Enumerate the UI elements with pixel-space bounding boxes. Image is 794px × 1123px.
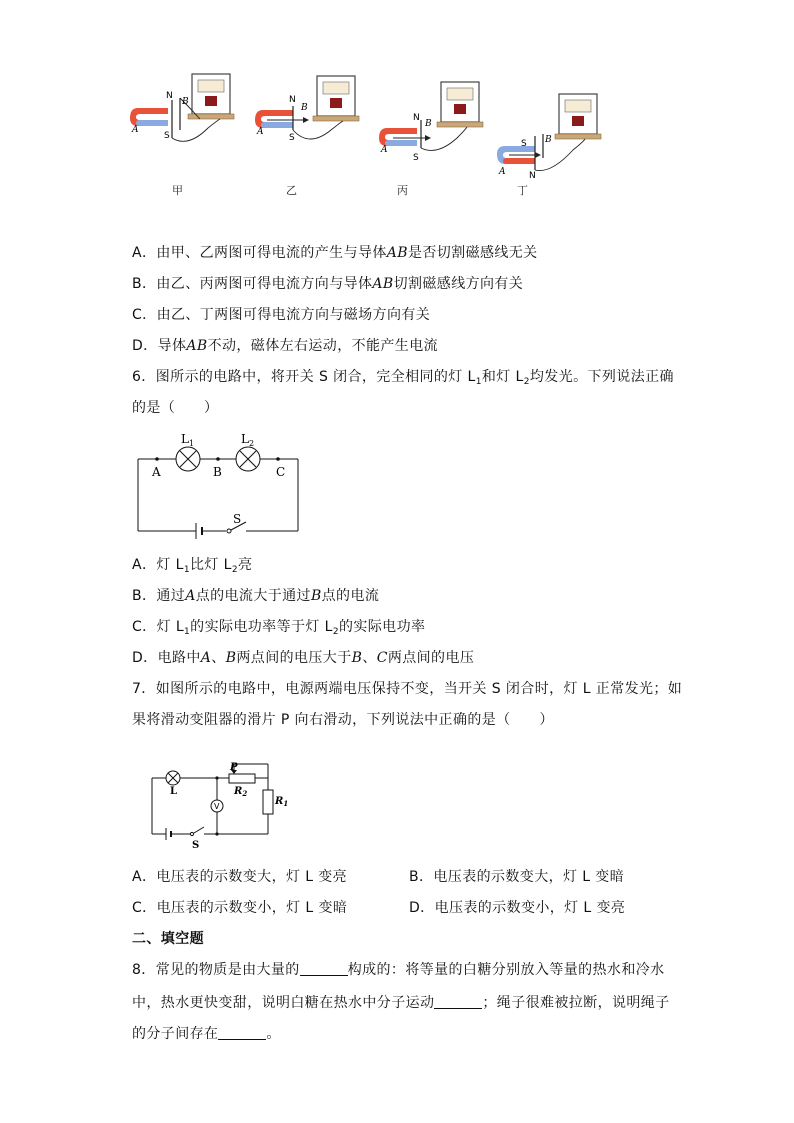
voltmeter-v-label: V xyxy=(214,802,220,811)
pole-n-label: N xyxy=(289,95,296,105)
pole-n-label: N xyxy=(529,171,536,181)
point-a-label: A xyxy=(132,125,139,135)
q8-blank-3[interactable] xyxy=(218,1025,266,1040)
q7-option-c: C．电压表的示数变小，灯 L 变暗 xyxy=(132,900,348,916)
induction-figure-bing xyxy=(377,76,492,171)
q6-option-b: B．通过A点的电流大于通过B点的电流 xyxy=(132,588,380,604)
point-a-label: A xyxy=(499,167,506,177)
q6-circuit-diagram xyxy=(130,428,310,538)
pole-n-label: N xyxy=(413,113,420,123)
point-a-label: A xyxy=(257,127,264,137)
node-b-label: B xyxy=(213,465,222,479)
slider-p-label: P xyxy=(230,762,238,773)
q8-blank-1[interactable] xyxy=(300,961,348,976)
section-heading-fill-blank: 二、填空题 xyxy=(132,931,204,947)
caption-bing: 丙 xyxy=(397,184,408,197)
q7-stem-line2: 果将滑动变阻器的滑片 P 向右滑动，下列说法中正确的是（ ） xyxy=(132,712,554,728)
lamp-l2-label: $L_2$ xyxy=(241,432,255,448)
q6-stem-line1: 6．图所示的电路中，将开关 S 闭合，完全相同的灯 $L_1$和灯 $L_2$均发光。下列说法正确 xyxy=(132,369,674,387)
q7-option-a: A．电压表的示数变大，灯 L 变亮 xyxy=(132,869,348,885)
q7-stem-line1: 7．如图所示的电路中，电源两端电压保持不变，当开关 S 闭合时，灯 L 正常发光；如 xyxy=(132,681,683,697)
q6-option-c: C．灯 $L_1$的实际电功率等于灯 $L_2$的实际电功率 xyxy=(132,619,426,637)
q7-circuit-diagram xyxy=(144,756,289,852)
q7-option-d: D．电压表的示数变小，灯 L 变亮 xyxy=(409,900,626,916)
caption-yi: 乙 xyxy=(286,184,297,197)
point-b-label: B xyxy=(425,119,432,129)
q8-line2: 中，热水更快变甜，说明白糖在热水中分子运动 ；绳子很难被拉断，说明绳子 xyxy=(132,995,670,1011)
q6-stem-line2: 的是（ ） xyxy=(132,400,219,416)
switch-s-label: S xyxy=(192,840,200,851)
switch-s-label: S xyxy=(233,512,242,526)
q8-blank-2[interactable] xyxy=(434,994,482,1009)
q8-line1: 8．常见的物质是由大量的 构成的：将等量的白糖分别放入等量的热水和冷水 xyxy=(132,962,665,978)
caption-jia: 甲 xyxy=(172,184,183,197)
q5-option-d: D．导体AB不动，磁体左右运动，不能产生电流 xyxy=(132,338,438,354)
q5-option-c: C．由乙、丁两图可得电流方向与磁场方向有关 xyxy=(132,307,431,323)
pole-n-label: N xyxy=(166,91,173,101)
q8-line3: 的分子间存在 。 xyxy=(132,1026,281,1042)
induction-figure-ding xyxy=(495,88,610,183)
pole-s-label: S xyxy=(413,153,419,163)
point-b-label: B xyxy=(182,97,189,107)
q7-option-b: B．电压表的示数变大，灯 L 变暗 xyxy=(409,869,625,885)
resistor-r1-label: $R_1$ xyxy=(275,796,289,808)
node-c-label: C xyxy=(276,465,286,479)
induction-figure-jia xyxy=(128,68,243,163)
pole-s-label: S xyxy=(521,139,527,149)
q5-option-b: B．由乙、丙两图可得电流方向与导体AB切割磁感线方向有关 xyxy=(132,276,524,292)
point-b-label: B xyxy=(545,135,552,145)
lamp-l-label: L xyxy=(170,786,178,797)
pole-s-label: S xyxy=(164,131,170,141)
caption-ding: 丁 xyxy=(517,184,528,197)
induction-figure-yi xyxy=(253,70,368,165)
lamp-l1-label: $L_1$ xyxy=(181,432,195,448)
pole-s-label: S xyxy=(289,133,295,143)
q6-option-d: D．电路中A、B两点间的电压大于B、C两点间的电压 xyxy=(132,650,475,666)
node-a-label: A xyxy=(152,465,161,479)
resistor-r2-label: $R_2$ xyxy=(234,786,248,798)
point-b-label: B xyxy=(301,103,308,113)
q6-option-a: A．灯 $L_1$比灯 $L_2$亮 xyxy=(132,557,253,575)
point-a-label: A xyxy=(381,145,388,155)
q5-option-a: A．由甲、乙两图可得电流的产生与导体AB是否切割磁感线无关 xyxy=(132,245,538,261)
